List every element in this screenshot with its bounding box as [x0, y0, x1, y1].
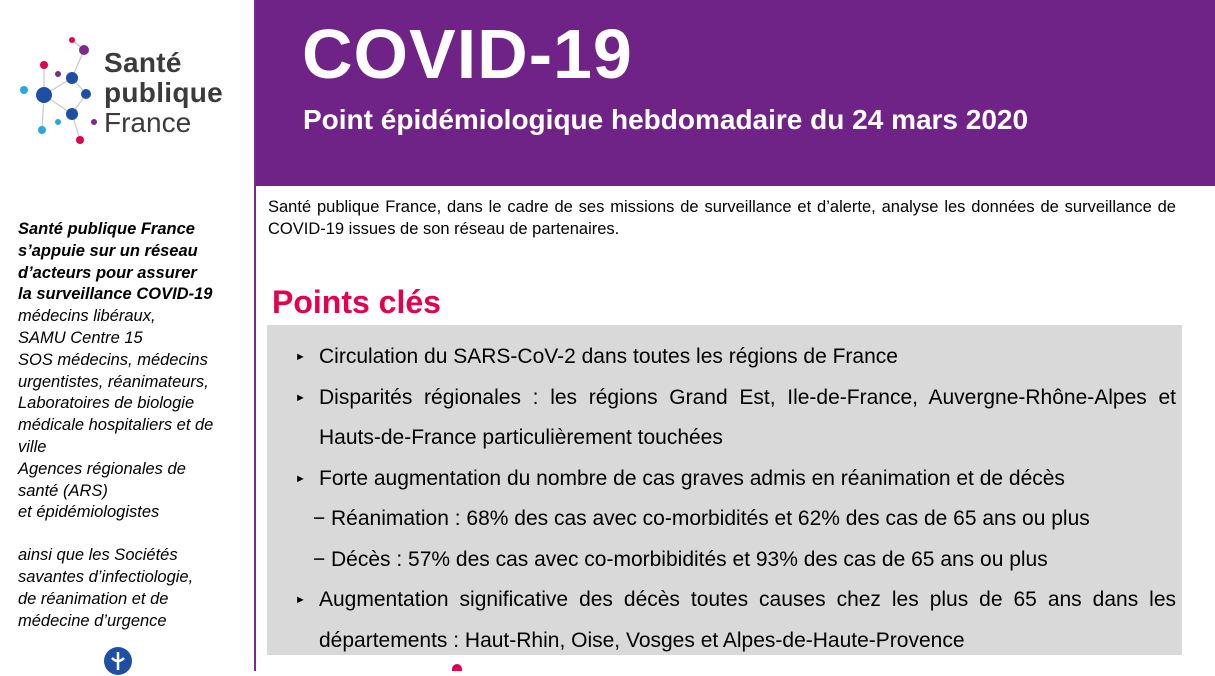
triangle-bullet-icon: ►: [295, 391, 306, 404]
bullet-text: Augmentation significative des décès toutes causes chez les plus de 65 ans dans les départements : Haut-Rhin, Oise, Vosges et Alpes-de-Haute-Provence: [319, 588, 1176, 652]
logo-line-3: France: [104, 107, 192, 138]
page-title: COVID-19: [302, 15, 633, 93]
sidebar-line: médicale hospitaliers et de: [18, 416, 214, 435]
sidebar-bold-line: Santé publique France: [18, 220, 195, 238]
sub-list-item: [267, 499, 1182, 540]
sidebar-line: urgentistes, réanimateurs,: [18, 372, 209, 391]
sidebar-line: savantes d’infectiologie,: [18, 567, 194, 586]
bullet-text: Disparités régionales : les régions Grand Est, Ile-de-France, Auvergne-Rhône-Alpes et Hauts-de-France particulièrement touchées: [319, 385, 1176, 449]
sidebar-line: Laboratoires de biologie: [18, 394, 195, 413]
sidebar-line: ainsi que les Sociétés: [18, 546, 178, 565]
logo-line-2: publique: [104, 77, 224, 108]
triangle-bullet-icon: ►: [295, 351, 306, 363]
sidebar-line: médecins libéraux,: [18, 307, 156, 326]
sidebar-line: médecine d’urgence: [18, 611, 167, 630]
list-item: [267, 580, 1182, 661]
sub-list-item: [267, 540, 1182, 581]
triangle-bullet-icon: ►: [295, 594, 306, 606]
sidebar-line: Agences régionales de: [18, 459, 186, 478]
sidebar-line: de réanimation et de: [18, 589, 169, 608]
spacer: [18, 524, 248, 545]
sidebar-line: santé (ARS): [18, 481, 108, 500]
key-points-box: [267, 325, 1182, 655]
intro-paragraph: Santé publique France, dans le cadre de ses missions de surveillance et d’alerte, analyse les données de surveillance de COVID-19 issues de son réseau de partenaires.: [268, 198, 1176, 238]
triangle-bullet-icon: ►: [295, 472, 306, 485]
bullet-text: Circulation du SARS-CoV-2 dans toutes les régions de France: [319, 345, 898, 368]
logo-line-1: Santé: [104, 47, 182, 78]
sante-publique-france-logo: [14, 30, 244, 160]
list-item: [267, 337, 1182, 378]
logo-wordmark: [104, 48, 223, 138]
page-subtitle: Point épidémiologique hebdomadaire du 24 mars 2020: [303, 104, 1029, 135]
sidebar-line: SAMU Centre 15: [18, 328, 143, 347]
partner-logo-icon: [103, 646, 133, 676]
list-item: [267, 459, 1182, 500]
dash-bullet-icon: −: [313, 507, 326, 530]
decorative-mark: [452, 664, 462, 671]
key-points-list: [267, 337, 1182, 661]
sidebar-bold-line: s’appuie sur un réseau: [18, 241, 198, 260]
sidebar-line: SOS médecins, médecins: [18, 350, 208, 369]
sidebar-line: ville: [18, 437, 47, 456]
dash-bullet-icon: −: [313, 547, 326, 571]
key-points-title: Points clés: [272, 284, 441, 320]
sub-bullet-text: Décès : 57% des cas avec co-morbibidités et 93% des cas de 65 ans ou plus: [331, 547, 1048, 571]
sidebar: [0, 0, 256, 671]
sub-bullet-text: Réanimation : 68% des cas avec co-morbidités et 62% des cas de 65 ans ou plus: [331, 507, 1090, 530]
surveillance-network-text: [18, 219, 248, 632]
list-item: [267, 378, 1182, 459]
sidebar-bold-line: d’acteurs pour assurer: [18, 263, 197, 282]
network-dots-icon: [14, 30, 104, 160]
bullet-text: Forte augmentation du nombre de cas graves admis en réanimation et de décès: [319, 466, 1065, 490]
sidebar-bold-line: la surveillance COVID-19: [18, 285, 213, 304]
sidebar-line: et épidémiologistes: [18, 503, 160, 522]
